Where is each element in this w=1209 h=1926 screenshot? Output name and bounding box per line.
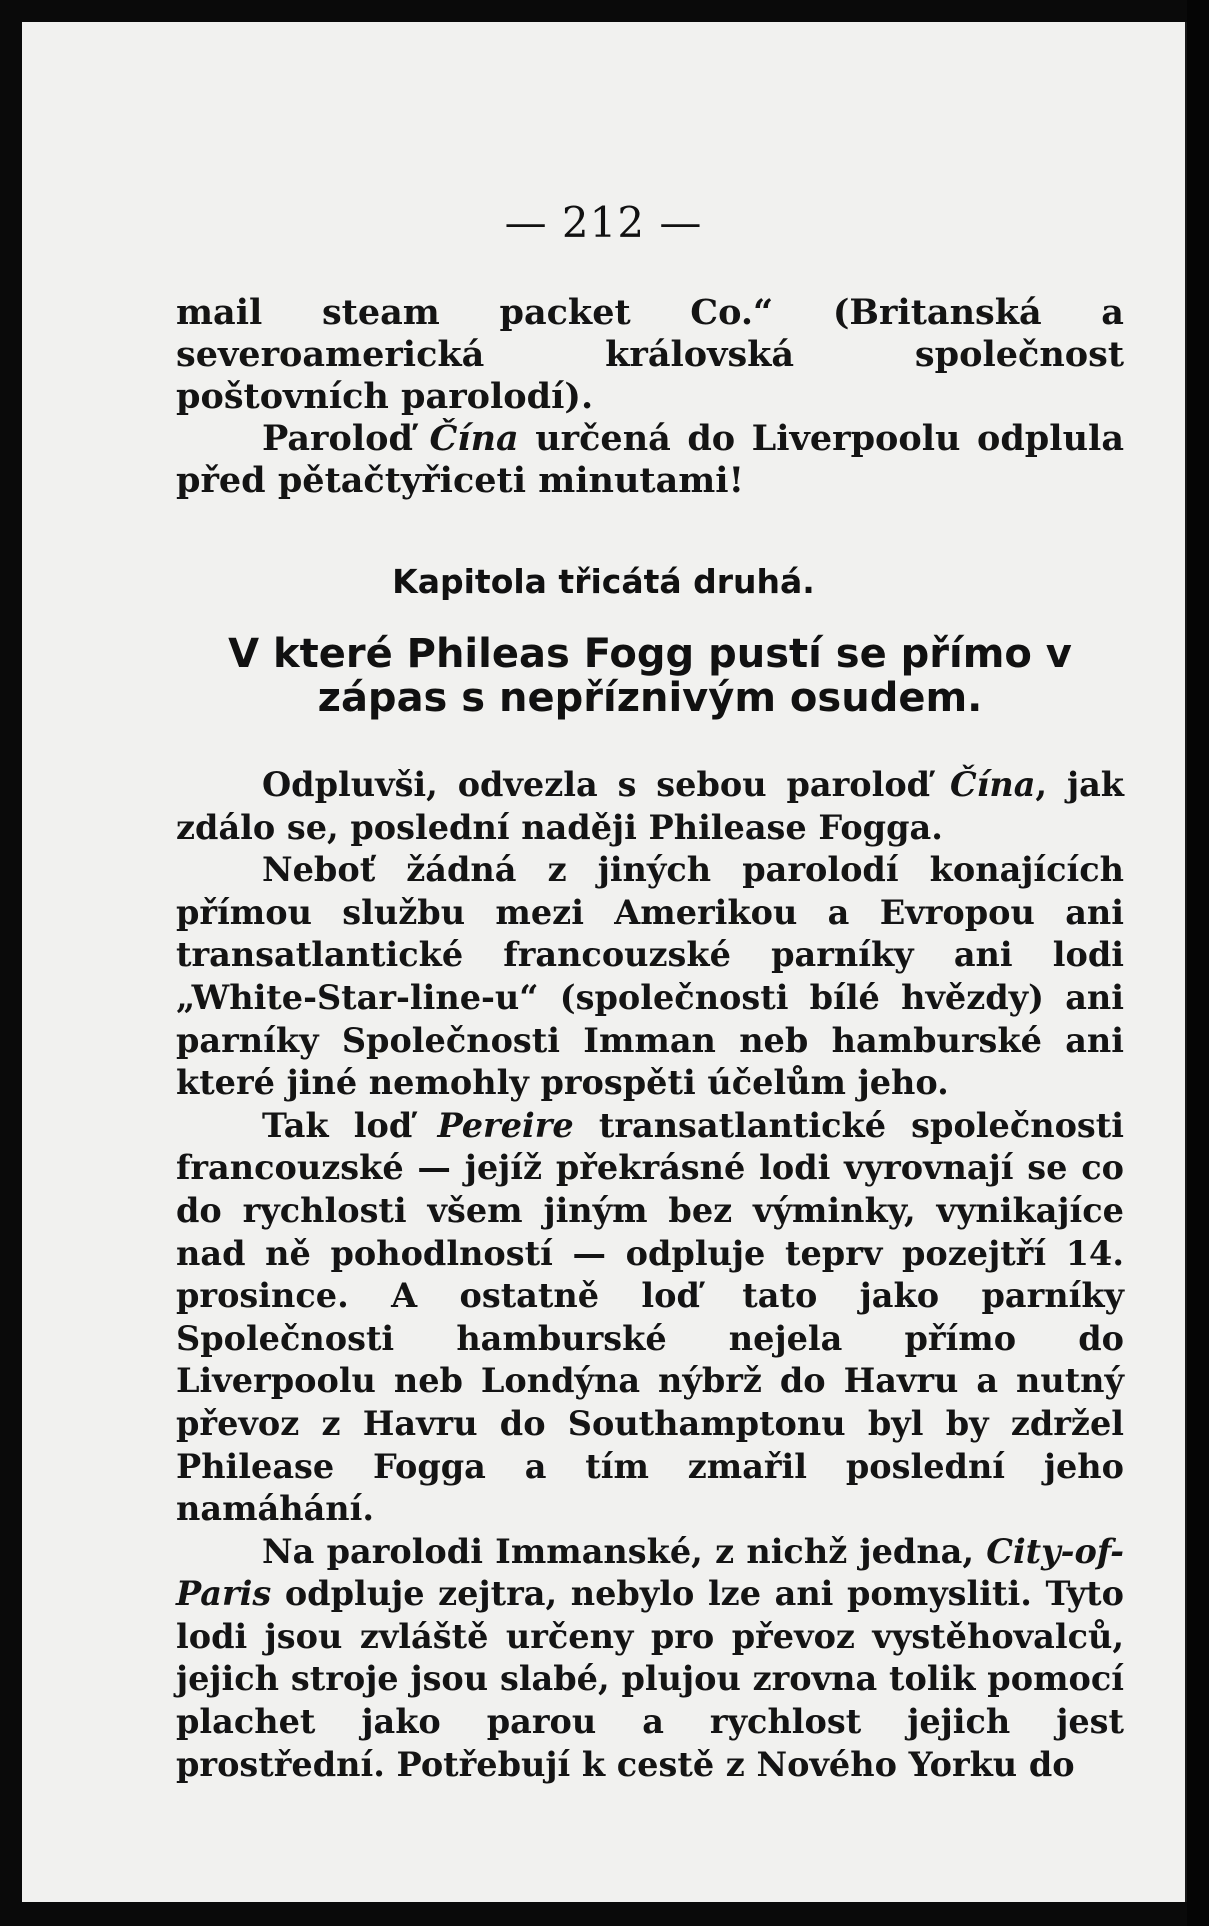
chapter-body [176,764,1124,1786]
page-number: — 212 — [504,198,703,247]
intro-line-2-end: určená do Liverpoolu odplula před pětačtyřiceti minutami! [176,418,1124,501]
chapter-subtitle: V které Phileas Fogg pustí se přímo v zápas s nepříznivým osudem. [228,631,1072,721]
scan-border [1187,0,1209,1926]
paragraph-3 [176,1105,1124,1531]
paragraph-3-start: Tak loď [262,1105,438,1145]
paragraph-1 [176,764,1124,849]
ship-name-pereire: Pereire [437,1105,574,1145]
paragraph-4-start: Na parolodi Immanské, z nichž jedna, [262,1531,987,1571]
paragraph-4-end: odpluje zejtra, nebylo lze ani pomysliti. Tyto lodi jsou zvláště určeny pro převoz vystěhovalců, jejich stroje jsou slabé, plujou zrovna tolik pomocí plachet jako parou a rychlost jejich jest prostřední. Potřebují k cestě z Nového Yorku do [176,1574,1124,1784]
paragraph-3-end: transatlantické společnosti francouzské — jejíž překrásné lodi vyrovnají se co do rychlosti všem jiným bez výminky, vynikajíce nad ně pohodlností — odpluje teprv pozejtří 14. prosince. A ostatně loď tato jako parníky Společnosti hamburské nejela přímo do Liverpoolu neb Londýna nýbrž do Havru a nutný převoz z Havru do Southamptonu byl by zdržel Philease Fogga a tím zmařil poslední jeho namáhání. [176,1105,1124,1529]
paragraph-1-start: Odpluvši, odvezla s sebou paroloď [262,765,950,804]
paragraph-2: Neboť žádná z jiných parolodí konajících přímou službu mezi Amerikou a Evropou ani transatlantické francouzské parníky ani lodi „White-Star-line-u“ (společnosti bílé hvězdy) ani parníky Společnosti Imman neb hamburské ani které jiné nemohly prospěti účelům jeho. [176,850,1124,1103]
intro-line-1: mail steam packet Co.“ (Britanská a severoamerická královská společnost poštovních parolodí). [176,292,1124,417]
intro-line-2-start: Paroloď [262,418,430,459]
intro-text [176,292,1124,502]
ship-name-cina-2: Čína [949,765,1036,804]
ship-name-cina: Čína [429,418,519,459]
ship-name-city-of-paris: City-of-Paris [176,1531,1124,1614]
paragraph-4 [176,1531,1124,1787]
paragraph-1-end: , jak zdálo se, poslední naději Philease Fogga. [176,765,1124,847]
book-page [22,22,1191,1902]
chapter-title: Kapitola třicátá druhá. [392,562,815,601]
intro-line-2 [176,418,1124,502]
